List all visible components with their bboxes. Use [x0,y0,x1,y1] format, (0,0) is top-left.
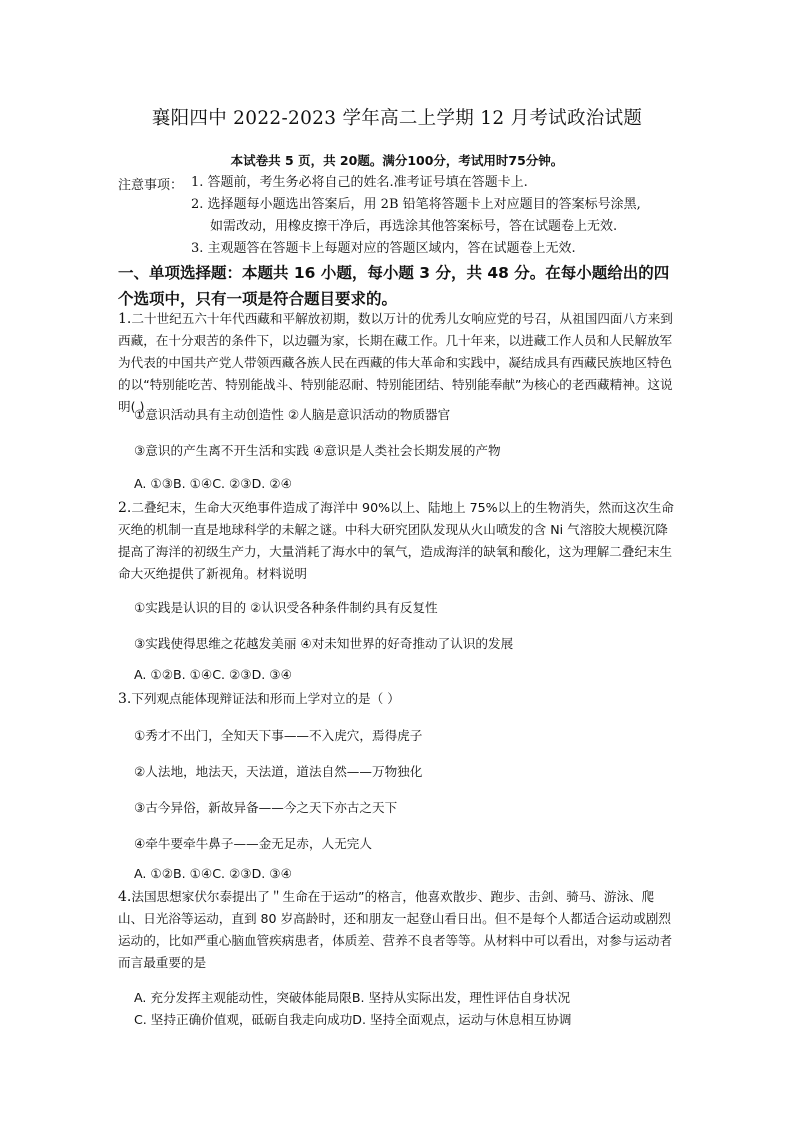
question-4-stem [118,886,678,974]
section-heading: 一、单项选择题：本题共 16 小题，每小题 3 分，共 48 分。在每小题给出的四个选项中，只有一项是符合题目要求的。 [118,264,670,308]
question-4-answers-cd: C. 坚持正确价值观，砥砺自我走向成功D. 坚持全面观点，运动与休息相互协调 [134,1012,572,1027]
question-3-statement-4: ④牵牛要牵牛鼻子——金无足赤，人无完人 [134,836,372,851]
question-4-answers-ab: A. 充分发挥主观能动性，突破体能局限B. 坚持从实际出发，理性评估自身状况 [134,990,571,1005]
question-number: 1. [118,311,132,327]
question-1-statements-b: ③意识的产生离不开生活和实践 ④意识是人类社会长期发展的产物 [134,443,501,458]
notice-item-1: 1. 答题前，考生务必将自己的姓名.准考证号填在答题卡上. [191,175,528,190]
question-1-statements-a: ①意识活动具有主动创造性 ②人脑是意识活动的物质器官 [134,407,451,422]
question-3-statement-1: ①秀才不出门，全知天下事——不入虎穴，焉得虎子 [134,728,423,743]
question-number: 2. [118,500,132,516]
page-subtitle: 本试卷共 5 页，共 20题。满分100分，考试用时75分钟。 [230,153,564,168]
question-text: 二十世纪五六十年代西藏和平解放初期，数以万计的优秀儿女响应党的号召，从祖国四面八方来到西藏，在十分艰苦的条件下，以边疆为家，长期在藏工作。几十年来，以进藏工作人员和人民解放军为代表的中国共产党人带领西藏各族人民在西藏的伟大革命和实践中，凝结成具有西藏民族地区特色的以“特别能吃苦、特别能战斗、特别能忍耐、特别能团结、特别能奉献”为核心的老西藏精神。这说明( ) [118,311,673,414]
question-2-answers: A. ①②B. ①④C. ②③D. ③④ [134,667,292,682]
question-text: 下列观点能体现辩证法和形而上学对立的是（ ） [131,691,400,706]
notice-item-2-cont: 如需改动，用橡皮擦干净后，再选涂其他答案标号，答在试题卷上无效. [210,219,618,234]
question-1-answers: A. ①③B. ①④C. ②③D. ②④ [134,476,292,491]
page-title: 襄阳四中 2022-2023 学年高二上学期 12 月考试政治试题 [151,108,643,129]
question-number: 4. [118,889,132,905]
question-3-statement-3: ③古今异俗，新故异备——今之天下亦古之天下 [134,800,398,815]
question-2-statements-a: ①实践是认识的目的 ②认识受各种条件制约具有反复性 [134,600,438,615]
question-3-statement-2: ②人法地，地法天，天法道，道法自然——万物独化 [134,764,423,779]
notice-item-2: 2. 选择题每小题选出答案后，用 2B 铅笔将答题卡上对应题目的答案标号涂黑, [191,197,641,212]
notice-item-3: 3. 主观题答在答题卡上每题对应的答题区域内，答在试题卷上无效. [191,241,576,256]
question-text: 二叠纪末，生命大灭绝事件造成了海洋中 90%以上、陆地上 75%以上的生物消失，然而这次生命灭绝的机制一直是地球科学的未解之谜。中科大研究团队发现从火山喷发的含 Ni 气溶胶大规模沉降提高了海洋的初级生产力，大量消耗了海水中的氧气，造成海洋的缺氧和酸化，这为理解二叠纪末生命大灭绝提供了新视角。材料说明 [118,500,674,581]
question-2-stem [118,497,678,585]
notice-label: 注意事项： [118,178,184,193]
question-3-answers: A. ①②B. ①④C. ②③D. ③④ [134,866,292,881]
question-number: 3. [118,691,132,707]
question-2-statements-b: ③实践使得思维之花越发美丽 ④对未知世界的好奇推动了认识的发展 [134,636,514,651]
question-text: 法国思想家伏尔泰提出了＂生命在于运动”的格言，他喜欢散步、跑步、击剑、骑马、游泳、爬山、日光浴等运动，直到 80 岁高龄时，还和朋友一起登山看日出。但不是每个人都适合运动或剧烈运动的，比如严重心脑血管疾病患者，体质差、营养不良者等等。从材料中可以看出，对参与运动者而言最重要的是 [118,889,673,970]
question-3-stem [118,688,678,710]
question-1-stem [118,308,678,418]
